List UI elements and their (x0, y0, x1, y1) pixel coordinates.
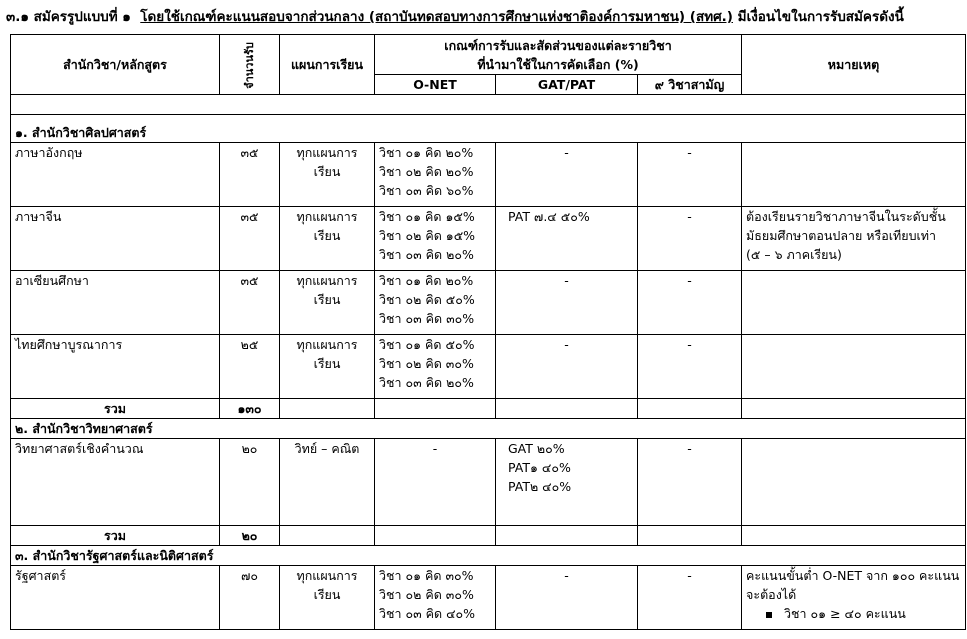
onet-line: วิชา ๐๑ คิด ๕๐% (379, 337, 475, 352)
total-empty (375, 526, 496, 546)
program-count: ๓๕ (220, 207, 280, 271)
total-row (11, 526, 966, 546)
gatpat-line: PAT๒ ๔๐% (508, 479, 572, 494)
nine-subject-cell: - (638, 207, 742, 271)
onet-line: วิชา ๐๓ คิด ๒๐% (379, 375, 474, 390)
program-count: ๒๐ (220, 439, 280, 526)
program-name: ไทยศึกษาบูรณาการ (11, 335, 220, 399)
table-row (11, 439, 966, 526)
program-count: ๒๕ (220, 335, 280, 399)
admission-table (10, 34, 966, 630)
total-empty (742, 526, 966, 546)
gatpat-cell (496, 207, 638, 271)
col-criteria (375, 35, 742, 75)
onet-line: วิชา ๐๒ คิด ๒๐% (379, 164, 474, 179)
program-name: รัฐศาสตร์ (11, 566, 220, 630)
col-count (220, 35, 280, 95)
heading-suffix: มีเงื่อนไขในการรับสมัครดังนี้ (732, 9, 904, 25)
onet-line: วิชา ๐๒ คิด ๓๐% (379, 356, 474, 371)
nine-subject-cell: - (638, 271, 742, 335)
total-count: ๒๐ (220, 526, 280, 546)
col-criteria-line2: ที่นำมาใช้ในการคัดเลือก (%) (477, 56, 639, 72)
onet-line: วิชา ๐๒ คิด ๑๕% (379, 228, 476, 243)
total-empty (638, 399, 742, 419)
program-plan: ทุกแผนการเรียน (280, 566, 375, 630)
col-onet: O-NET (375, 75, 496, 95)
onet-line: วิชา ๐๓ คิด ๓๐% (379, 311, 475, 326)
onet-line: วิชา ๐๒ คิด ๓๐% (379, 587, 474, 602)
remark-line: มัธยมศึกษาตอนปลาย หรือเทียบเท่า (746, 228, 937, 243)
section-row (11, 115, 966, 143)
onet-line: วิชา ๐๑ คิด ๒๐% (379, 273, 474, 288)
nine-subject-cell: - (638, 439, 742, 526)
remark-cell (742, 566, 966, 630)
onet-line: วิชา ๐๒ คิด ๕๐% (379, 292, 475, 307)
onet-cell (375, 143, 496, 207)
onet-cell: - (375, 439, 496, 526)
gatpat-cell (496, 439, 638, 526)
program-count: ๓๕ (220, 143, 280, 207)
total-empty (638, 526, 742, 546)
onet-line: วิชา ๐๑ คิด ๑๕% (379, 209, 475, 224)
onet-cell (375, 207, 496, 271)
total-empty (496, 399, 638, 419)
total-label: รวม (11, 526, 220, 546)
gatpat-cell: - (496, 271, 638, 335)
program-name: ภาษาอังกฤษ (11, 143, 220, 207)
onet-cell (375, 566, 496, 630)
remark-line: (๕ – ๖ ภาคเรียน) (746, 247, 842, 262)
remark-cell (742, 439, 966, 526)
bullet-icon (766, 612, 772, 618)
document-heading (6, 5, 904, 27)
heading-prefix: ๓.๑ สมัครรูปแบบที่ ๑ (6, 9, 131, 25)
table-row (11, 143, 966, 207)
program-name: ภาษาจีน (11, 207, 220, 271)
table-row (11, 271, 966, 335)
remark-line: คะแนนขั้นต่ำ O-NET จาก ๑๐๐ คะแนน (746, 568, 960, 583)
onet-line: วิชา ๐๓ คิด ๖๐% (379, 183, 474, 198)
program-count: ๓๕ (220, 271, 280, 335)
remark-line: จะต้องได้ (746, 587, 797, 602)
table-row (11, 566, 966, 630)
col-school: สำนักวิชา/หลักสูตร (11, 35, 220, 95)
col-remark: หมายเหตุ (742, 35, 966, 95)
program-name: วิทยาศาสตร์เชิงคำนวณ (11, 439, 220, 526)
onet-line: วิชา ๐๓ คิด ๔๐% (379, 606, 476, 621)
gatpat-cell: - (496, 143, 638, 207)
onet-cell (375, 271, 496, 335)
total-row (11, 399, 966, 419)
total-label: รวม (11, 399, 220, 419)
nine-subject-cell: - (638, 143, 742, 207)
section-row (11, 546, 966, 566)
program-plan: ทุกแผนการเรียน (280, 143, 375, 207)
onet-cell (375, 335, 496, 399)
col-plan: แผนการเรียน (280, 35, 375, 95)
gatpat-cell: - (496, 566, 638, 630)
table-row (11, 335, 966, 399)
table-row (11, 207, 966, 271)
heading-underlined: โดยใช้เกณฑ์คะแนนสอบจากส่วนกลาง (สถาบันทดสอบทางการศึกษาแห่งชาติองค์การมหาชน) (สทศ.) (140, 9, 733, 25)
total-empty (280, 526, 375, 546)
total-count: ๑๓๐ (220, 399, 280, 419)
nine-subject-cell: - (638, 566, 742, 630)
onet-line: วิชา ๐๓ คิด ๒๐% (379, 247, 474, 262)
total-empty (496, 526, 638, 546)
program-plan: ทุกแผนการเรียน (280, 271, 375, 335)
gatpat-cell: - (496, 335, 638, 399)
nine-subject-cell: - (638, 335, 742, 399)
spacer-cell (11, 95, 966, 115)
col-gatpat: GAT/PAT (496, 75, 638, 95)
gatpat-line: PAT๑ ๔๐% (508, 460, 571, 475)
section-row (11, 419, 966, 439)
remark-cell (742, 207, 966, 271)
remark-cell (742, 335, 966, 399)
remark-bullet (746, 604, 961, 623)
program-plan: วิทย์ – คณิต (280, 439, 375, 526)
program-plan: ทุกแผนการเรียน (280, 207, 375, 271)
col-count-label: จำนวนรับ (242, 41, 256, 89)
section-title: ๑. สำนักวิชาศิลปศาสตร์ (11, 115, 966, 143)
col-criteria-line1: เกณฑ์การรับและสัดส่วนของแต่ละรายวิชา (444, 37, 672, 53)
program-plan: ทุกแผนการเรียน (280, 335, 375, 399)
section-title: ๓. สำนักวิชารัฐศาสตร์และนิติศาสตร์ (11, 546, 966, 566)
onet-line: วิชา ๐๑ คิด ๓๐% (379, 568, 474, 583)
remark-line: ต้องเรียนรายวิชาภาษาจีนในระดับชั้น (746, 209, 946, 224)
program-count: ๗๐ (220, 566, 280, 630)
total-empty (280, 399, 375, 419)
gatpat-line: PAT ๗.๔ ๕๐% (508, 209, 590, 224)
gatpat-line: GAT ๒๐% (508, 441, 565, 456)
remark-bullet-text: วิชา ๐๑ ≥ ๔๐ คะแนน (784, 606, 906, 621)
total-empty (375, 399, 496, 419)
col-nine: ๙ วิชาสามัญ (638, 75, 742, 95)
section-title: ๒. สำนักวิชาวิทยาศาสตร์ (11, 419, 966, 439)
remark-cell (742, 143, 966, 207)
remark-cell (742, 271, 966, 335)
program-name: อาเซียนศึกษา (11, 271, 220, 335)
onet-line: วิชา ๐๑ คิด ๒๐% (379, 145, 474, 160)
total-empty (742, 399, 966, 419)
